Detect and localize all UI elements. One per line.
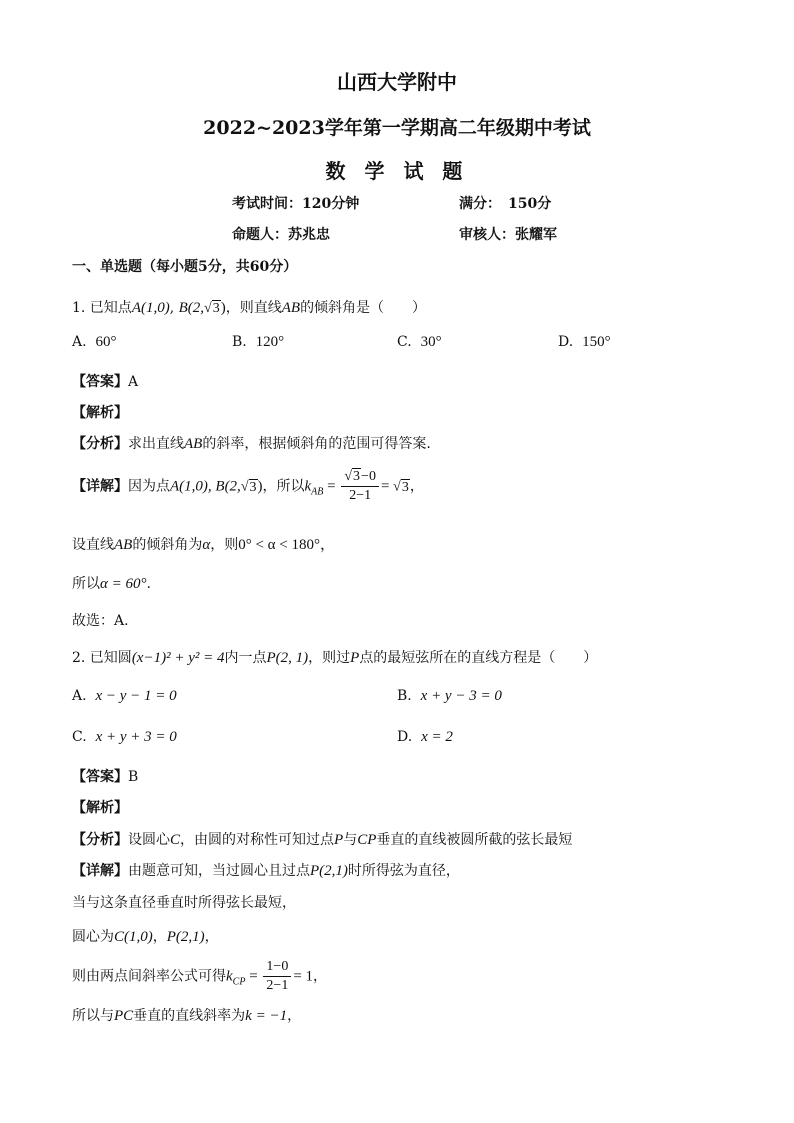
q2-fenxi-d: 垂直的直线被圆所截的弦长最短 — [376, 832, 573, 848]
q2-l5-c: ， — [287, 1008, 302, 1024]
q1-alpha: α — [202, 537, 211, 553]
q1-frac-sqrt: 3 — [353, 469, 361, 484]
exam-time: 考试时间：120分钟 — [232, 196, 360, 212]
q1-detail-text-a: 因为点 — [128, 478, 170, 495]
q2-answer — [72, 766, 138, 786]
q1-eq-tail: ， — [409, 478, 424, 495]
q2-detail — [72, 860, 460, 880]
q1-option-c-label: C. — [397, 334, 412, 350]
q2-option-c-label: C. — [72, 729, 87, 745]
section-title: 一、单选题（每小题5分，共60分） — [72, 259, 298, 275]
q1-analysis-tag — [72, 402, 128, 422]
q1-detail: 【详解】因为点A(1,0), B(2,√3)，所以$k_{AB}$ = $\frac{√3-0}{2-1}$ = √3， — [72, 469, 424, 503]
q2-l4-eq: = 1 — [293, 968, 314, 985]
q1-result-sqrt-radicand: 3 — [401, 479, 409, 495]
q2-fenxi-with: 与 — [343, 832, 358, 848]
q2-detail-label: 【详解】 — [72, 863, 128, 879]
q1-line3-a: 所以 — [72, 576, 100, 592]
q2-frac-num: 1−0 — [263, 958, 291, 977]
q2-detail-p: P(2,1) — [310, 863, 348, 879]
school-name: 山西大学附中 — [337, 70, 457, 94]
q1-line2-ab: AB — [114, 537, 133, 553]
q1-line3-eq: α = 60° — [100, 576, 147, 592]
q1-option-d — [558, 334, 611, 351]
q1-option-b-value: 120° — [255, 334, 285, 350]
q1-line2 — [72, 533, 335, 554]
q2-option-b-value: x + y − 3 = 0 — [420, 688, 502, 704]
q1-option-c — [397, 334, 442, 351]
q2-fenxi-label: 【分析】 — [72, 832, 128, 848]
q1-k-sub: AB — [311, 486, 324, 498]
q2-fenxi-a: 设圆心 — [128, 832, 170, 848]
q2-p: P — [350, 650, 360, 666]
q1-tail: ，则直线 — [225, 300, 282, 316]
q2-option-b-label: B. — [397, 688, 412, 704]
q1-ab: AB — [281, 300, 301, 316]
q2-answer-value: B — [128, 769, 139, 785]
q2-point: P(2, 1) — [266, 650, 309, 666]
q2-fenxi — [72, 829, 572, 849]
q1-fenxi — [72, 433, 431, 453]
q1-answer-value: A — [128, 374, 139, 390]
q1-point-b: B(2, — [178, 300, 205, 316]
q1-slope-fraction: $\frac{√3-0}{2-1}$ — [341, 468, 379, 505]
q2-fenxi-cp: CP — [357, 832, 377, 848]
q1-detail-label: 【详解】 — [72, 478, 128, 495]
q2-line5 — [72, 1005, 301, 1025]
exam-title: 2022~2023学年第一学期高二年级期中考试 — [203, 117, 591, 139]
q2-option-c-value: x + y + 3 = 0 — [95, 729, 177, 745]
q2-tail: ，则过 — [308, 650, 351, 666]
q1-answer — [72, 371, 138, 391]
q1-line3-b: . — [146, 576, 151, 592]
q2-line3 — [72, 926, 219, 946]
q2-option-a-value: x − y − 1 = 0 — [95, 688, 177, 704]
question-1-stem: 1. 已知点A(1,0), B(2,√3)，则直线AB的倾斜角是（ ） — [72, 300, 427, 316]
q2-l3-c: C(1,0) — [114, 929, 153, 945]
q1-option-a-label: A. — [72, 334, 87, 350]
q1-fenxi-ab: AB — [184, 436, 203, 452]
q1-fenxi-text-a: 求出直线 — [128, 436, 184, 452]
q1-option-a-value: 60° — [95, 334, 117, 350]
q2-fenxi-c: C — [170, 832, 181, 848]
q2-l3-p: P(2,1) — [166, 929, 205, 945]
q2-fenxi-p: P — [334, 832, 344, 848]
q1-option-d-value: 150° — [582, 334, 611, 350]
q2-option-d-label: D. — [397, 729, 413, 745]
author: 命题人：苏兆忠 — [232, 227, 330, 243]
q2-l5-pc: PC — [114, 1008, 134, 1024]
q1-answer-tag: 【答案】 — [72, 374, 128, 390]
q1-sqrt: √3 — [204, 301, 220, 316]
q2-l5-b: 垂直的直线斜率为 — [133, 1008, 246, 1024]
q1-option-b — [232, 334, 284, 351]
q2-detail-b: 时所得弦为直径， — [347, 863, 460, 879]
q2-detail-a: 由题意可知，当过圆心且过点 — [128, 863, 310, 879]
q2-line2: 当与这条直径垂直时所得弦长最短， — [72, 895, 296, 911]
q1-line2-a: 设直线 — [72, 537, 114, 553]
q2-l3-d: ， — [204, 929, 219, 945]
q1-fenxi-label: 【分析】 — [72, 436, 128, 452]
q1-tail2: 的倾斜角是（ ） — [300, 300, 427, 316]
q2-l5-eq: k = −1 — [245, 1008, 288, 1024]
q1-k: k — [304, 478, 312, 495]
q2-analysis-label: 【解析】 — [72, 800, 128, 816]
q2-option-a-label: A. — [72, 688, 87, 704]
q1-detail-text-b: ，所以 — [262, 478, 305, 495]
q2-l4-a: 则由两点间斜率公式可得 — [72, 968, 226, 985]
q2-slope-fraction — [263, 958, 291, 995]
q1-option-a — [72, 334, 116, 351]
q1-detail-points: A(1,0), B(2, — [170, 478, 241, 495]
q1-range: 0° < α < 180°， — [238, 537, 335, 553]
q1-fenxi-text-b: 的斜率，根据倾斜角的范围可得答案. — [202, 436, 431, 452]
reviewer: 审核人：张耀军 — [459, 227, 557, 243]
q2-circle: (x−1)² + y² = 4 — [131, 650, 225, 666]
q2-k-sub: CP — [232, 976, 246, 988]
q2-analysis-tag — [72, 797, 128, 817]
q1-line3 — [72, 573, 151, 593]
full-score: 满分： 150分 — [459, 196, 552, 212]
q2-option-d — [397, 729, 453, 746]
q1-sqrt-radicand: 3 — [212, 301, 220, 316]
q2-l4-b: ， — [313, 968, 328, 985]
q1-analysis-label: 【解析】 — [72, 405, 128, 421]
q1-detail-sqrt: √3 — [240, 479, 257, 495]
q2-option-b — [397, 688, 502, 705]
q1-line2-b: 的倾斜角为 — [132, 537, 203, 553]
q1-option-b-label: B. — [232, 334, 247, 350]
q1-point-a: A(1,0) — [131, 300, 170, 316]
q1-detail-sqrt-radicand: 3 — [249, 479, 257, 495]
q1-frac-num: −0 — [361, 469, 376, 484]
q2-option-c — [72, 729, 177, 746]
q2-l3-b: ， — [152, 929, 167, 945]
q2-tail2: 点的最短弦所在的直线方程是（ ） — [359, 650, 598, 666]
q2-mid: 内一点 — [224, 650, 267, 666]
q1-line2-c: ，则 — [210, 537, 239, 553]
q2-option-a — [72, 688, 177, 705]
q2-answer-tag: 【答案】 — [72, 769, 128, 785]
q2-k: k — [226, 968, 233, 985]
subject-title: 数 学 试 题 — [325, 159, 469, 183]
q2-option-d-value: x = 2 — [421, 729, 453, 745]
q2-frac-den: 2−1 — [266, 978, 289, 993]
question-2-stem — [72, 647, 597, 667]
q2-l5-a: 所以与 — [72, 1008, 114, 1024]
q1-option-d-label: D. — [558, 334, 574, 350]
q1-choose: 故选：A. — [72, 613, 129, 629]
q2-l3-a: 圆心为 — [72, 929, 114, 945]
q1-result-sqrt: √3 — [393, 479, 409, 495]
q2-number: 2. 已知圆 — [72, 650, 132, 666]
q1-frac-den: 2−1 — [349, 488, 372, 503]
q1-number: 1. 已知点 — [72, 300, 132, 316]
q2-fenxi-b: ，由圆的对称性可知过点 — [180, 832, 335, 848]
q2-line4: 则由两点间斜率公式可得$k_{CP}$ = $\frac{1-0}{2-1}$ = 1， — [72, 959, 328, 993]
q1-option-c-value: 30° — [420, 334, 442, 350]
